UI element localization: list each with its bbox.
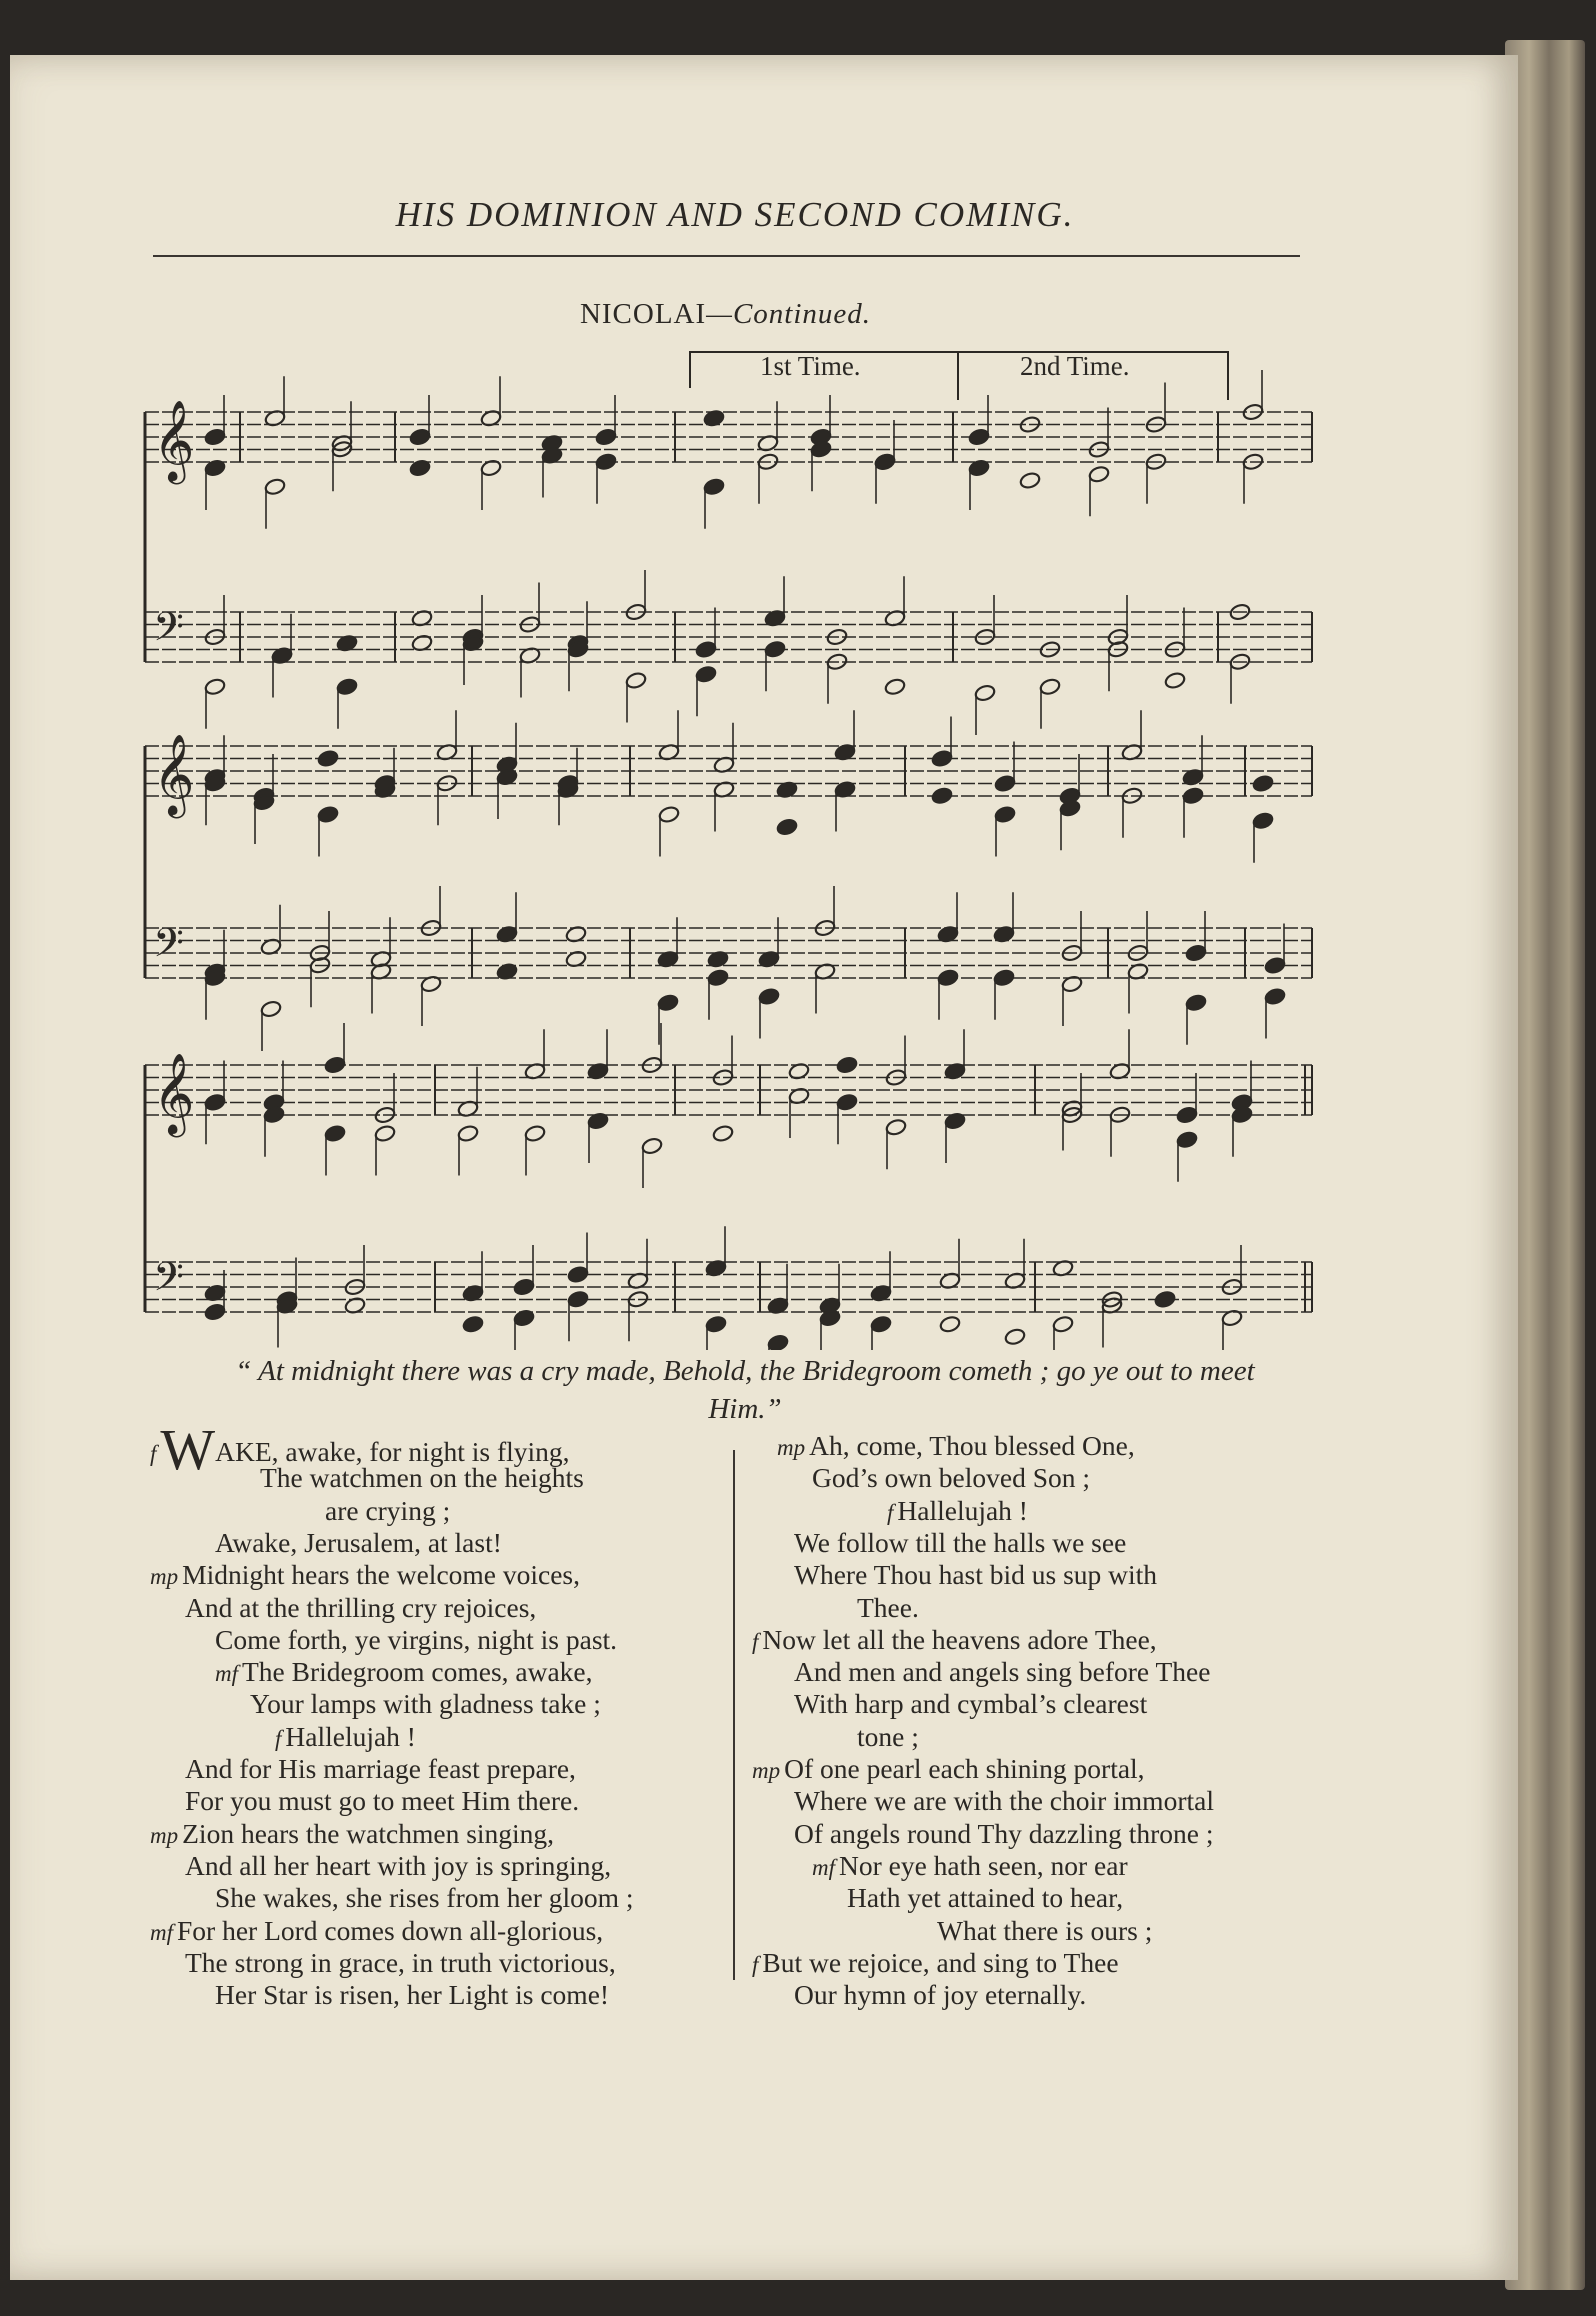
notehead (657, 993, 679, 1012)
bass-clef: 𝄢 (153, 1254, 184, 1310)
verse-line (812, 1850, 1128, 1884)
notehead (204, 1303, 226, 1322)
verse-line (185, 1592, 536, 1624)
verse-line (752, 1624, 1157, 1658)
verse-line (857, 1592, 919, 1624)
notehead (317, 749, 339, 768)
verse-text: Hallelujah ! (285, 1720, 416, 1752)
notehead (712, 1124, 734, 1143)
epigraph: “ At midnight there was a cry made, Behold, the Bridegroom cometh ; go ye out to meet Him.” (235, 1355, 1255, 1425)
verse-line (794, 1527, 1126, 1559)
notehead (758, 987, 780, 1006)
verse-line (185, 1785, 579, 1817)
verse-text: What there is ours ; (937, 1914, 1153, 1946)
notehead (1252, 774, 1274, 793)
notehead (836, 1056, 858, 1075)
verse-text: AKE, awake, for night is flying, (215, 1436, 570, 1467)
notehead (1264, 987, 1286, 1006)
notehead (260, 937, 282, 956)
notehead (1252, 811, 1274, 830)
verse-text: Come forth, ye virgins, night is past. (215, 1623, 618, 1655)
bass-clef: 𝄢 (153, 604, 184, 660)
notehead (870, 1315, 892, 1334)
notehead (885, 1118, 907, 1137)
notehead (1221, 1278, 1243, 1297)
notehead (625, 671, 647, 690)
verse-line (185, 1947, 616, 1979)
verse-text: Hath yet attained to hear, (847, 1882, 1124, 1914)
verse-line (185, 1753, 576, 1785)
notehead (776, 818, 798, 837)
verse-line (275, 1721, 416, 1755)
notehead (937, 968, 959, 987)
notehead (1127, 962, 1149, 981)
verse-text: Where Thou hast bid us sup with (794, 1559, 1158, 1591)
verse-line (794, 1559, 1157, 1591)
notehead (409, 428, 431, 447)
verse-text: Hallelujah ! (897, 1494, 1028, 1526)
verse-line (185, 1850, 611, 1882)
verse-text: Where we are with the choir immortal (794, 1785, 1214, 1817)
verse-text: We follow till the halls we see (794, 1526, 1127, 1558)
verse-text: Her Star is risen, her Light is come! (215, 1979, 610, 2011)
verse-line (857, 1721, 919, 1753)
volta-second-label: 2nd Time. (1020, 351, 1130, 381)
notehead (1182, 786, 1204, 805)
treble-clef: 𝄞 (153, 1052, 195, 1134)
tune-suffix: —Continued. (706, 298, 872, 330)
verse-line (215, 1624, 617, 1656)
verse-line (325, 1495, 450, 1527)
notehead (324, 1124, 346, 1143)
verse-line (847, 1882, 1123, 1914)
running-head: HIS DOMINION AND SECOND COMING. (395, 195, 1075, 234)
notehead (204, 428, 226, 447)
verse-text: She wakes, she rises from her gloom ; (215, 1882, 634, 1914)
verse-text: Now let all the heavens adore Thee, (762, 1623, 1157, 1655)
verse-text: With harp and cymbal’s clearest (794, 1688, 1148, 1720)
notehead (204, 677, 226, 696)
notehead (703, 477, 725, 496)
verse-line (752, 1753, 1145, 1787)
verse-text: And all her heart with joy is springing, (185, 1849, 612, 1881)
notehead (457, 1124, 479, 1143)
notehead (260, 1000, 282, 1019)
verse-line (150, 1915, 603, 1949)
verse-text: Ah, come, Thou blessed One, (809, 1430, 1135, 1461)
notehead (836, 1093, 858, 1112)
verse-line (794, 1818, 1214, 1850)
verse-text: For her Lord comes down all-glorious, (177, 1914, 604, 1946)
notehead (317, 805, 339, 824)
verse-text: Thee. (857, 1591, 919, 1623)
notehead (993, 968, 1015, 987)
volta-first-label: 1st Time. (760, 351, 861, 381)
verse-text: And at the thrilling cry rejoices, (185, 1591, 537, 1623)
treble-clef: 𝄞 (153, 399, 195, 481)
verse-text: Your lamps with gladness take ; (250, 1688, 601, 1720)
verse-text: The strong in grace, in truth victorious, (185, 1946, 616, 1978)
notehead (707, 968, 729, 987)
notehead (994, 805, 1016, 824)
notehead (931, 749, 953, 768)
notehead (524, 1124, 546, 1143)
notehead (264, 477, 286, 496)
notehead (1004, 1327, 1026, 1346)
notehead (595, 452, 617, 471)
notehead (974, 684, 996, 703)
notehead (764, 640, 786, 659)
treble-clef: 𝄞 (153, 733, 195, 815)
verse-line (150, 1559, 580, 1593)
notehead (324, 1056, 346, 1075)
notehead (1088, 465, 1110, 484)
notehead (695, 640, 717, 659)
verse-text: tone ; (857, 1720, 919, 1752)
notehead (625, 603, 647, 622)
dynamic-mark: mp (150, 1822, 179, 1848)
notehead (336, 677, 358, 696)
notehead (1052, 1315, 1074, 1334)
notehead (595, 428, 617, 447)
dynamic-mark: f (752, 1628, 759, 1654)
verse-line (794, 1785, 1214, 1817)
notehead (994, 774, 1016, 793)
verse-line (794, 1688, 1147, 1720)
verse-line (794, 1979, 1086, 2011)
verse-text: For you must go to meet Him there. (185, 1785, 580, 1817)
verse-line (937, 1915, 1152, 1947)
dynamic-mark: f (275, 1725, 282, 1751)
notehead (658, 805, 680, 824)
drop-cap: W (160, 1417, 216, 1482)
verse-text: And men and angels sing before Thee (794, 1656, 1211, 1688)
dynamic-mark: mp (150, 1564, 179, 1590)
notehead (1264, 956, 1286, 975)
verse-text: God’s own beloved Son ; (812, 1462, 1091, 1494)
notehead (567, 1265, 589, 1284)
dynamic-mark: mp (752, 1758, 781, 1783)
verse-text: And for His marriage feast prepare, (185, 1753, 576, 1784)
verse-text: Our hymn of joy eternally. (794, 1979, 1087, 2011)
notehead (374, 1124, 396, 1143)
verse-line (215, 1527, 502, 1559)
notehead (695, 665, 717, 684)
verse-text: Of one pearl each shining portal, (784, 1753, 1145, 1784)
notehead (1164, 671, 1186, 690)
verse-line (887, 1495, 1028, 1529)
verse-line (215, 1979, 609, 2011)
verse-text: The Bridegroom comes, awake, (242, 1656, 593, 1688)
verse-line (260, 1462, 584, 1494)
dynamic-mark: mf (150, 1919, 173, 1945)
verse-text: Awake, Jerusalem, at last! (215, 1526, 502, 1558)
notehead (513, 1278, 535, 1297)
notehead (1176, 1130, 1198, 1149)
notehead (767, 1334, 789, 1350)
verse-text: Midnight hears the welcome voices, (182, 1559, 581, 1591)
verse-text: The watchmen on the heights (260, 1462, 584, 1494)
notehead (931, 786, 953, 805)
notehead (705, 1315, 727, 1334)
verse-text: are crying ; (325, 1494, 451, 1526)
verse-line (794, 1656, 1210, 1688)
verse-text: But we rejoice, and sing to Thee (762, 1946, 1119, 1978)
verse-text: Of angels round Thy dazzling throne ; (794, 1817, 1214, 1849)
notehead (1185, 944, 1207, 963)
verse-text: Nor eye hath seen, nor ear (839, 1849, 1128, 1881)
notehead (1039, 677, 1061, 696)
notehead (567, 1290, 589, 1309)
verse-line (250, 1688, 601, 1720)
bass-clef: 𝄢 (153, 920, 184, 976)
notehead (1019, 471, 1041, 490)
notehead (1176, 1106, 1198, 1125)
notehead (462, 1315, 484, 1334)
dynamic-mark: f (887, 1499, 894, 1525)
tune-name: NICOLAI (579, 298, 707, 330)
verse-line (812, 1462, 1090, 1494)
column-divider (733, 1450, 735, 1980)
dynamic-mark: f (150, 1441, 157, 1466)
notehead (968, 428, 990, 447)
verse-line (215, 1882, 634, 1914)
notehead (939, 1315, 961, 1334)
verse-text: Zion hears the watchmen singing, (182, 1817, 555, 1849)
verse-line (150, 1818, 554, 1852)
notehead (641, 1137, 663, 1156)
notehead (1185, 993, 1207, 1012)
dynamic-mark: mp (777, 1435, 806, 1460)
dynamic-mark: f (752, 1951, 759, 1977)
verse-line (752, 1947, 1119, 1981)
dynamic-mark: mf (215, 1661, 238, 1687)
verse-line (215, 1656, 593, 1690)
dynamic-mark: mf (812, 1854, 835, 1880)
verse-line (777, 1430, 1135, 1464)
notehead (884, 677, 906, 696)
